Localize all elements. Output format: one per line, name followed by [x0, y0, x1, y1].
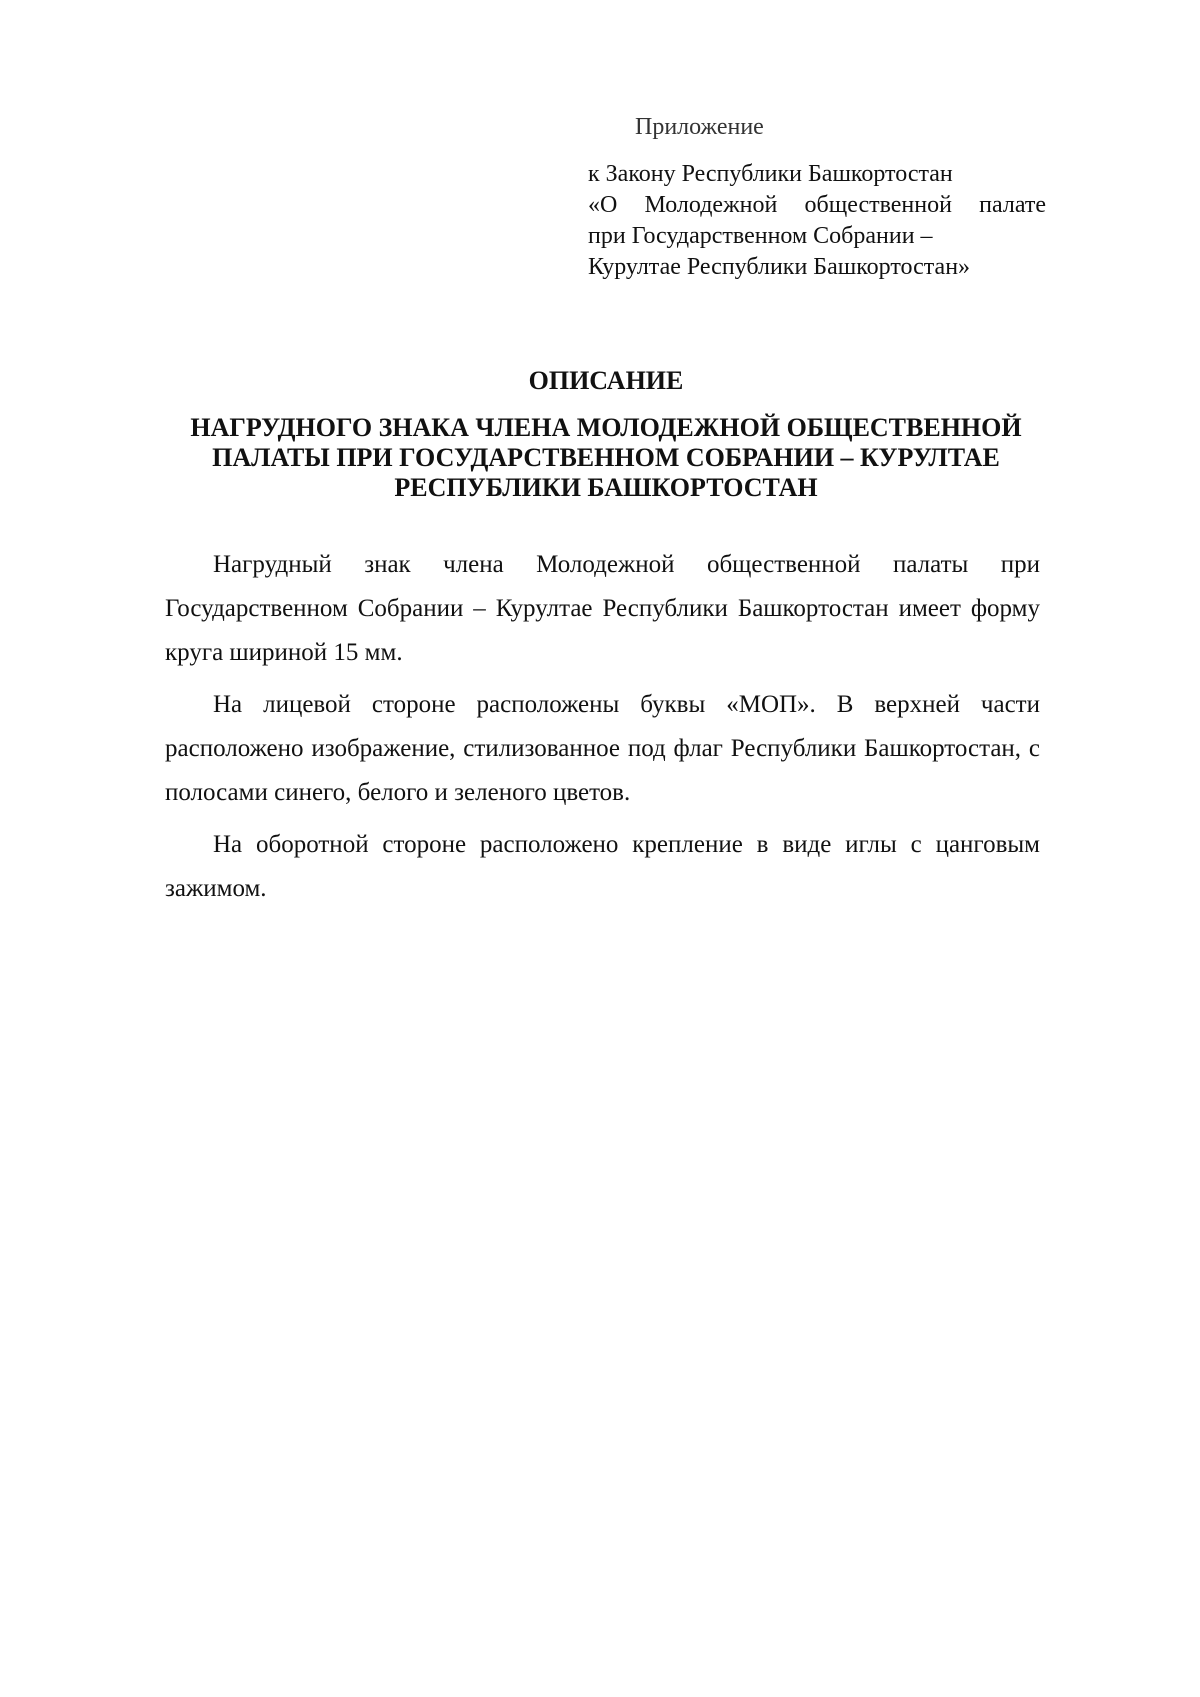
paragraph: На лицевой стороне расположены буквы «МОП». В верхней части расположено изображение, стилизованное под флаг Республики Башкортостан, с полосами синего, белого и зеленого цветов.	[165, 691, 1040, 806]
title-line: НАГРУДНОГО ЗНАКА ЧЛЕНА МОЛОДЕЖНОЙ ОБЩЕСТВЕННОЙ	[190, 413, 1022, 442]
appendix-line: при Государственном Собрании –	[588, 223, 933, 249]
document-title	[150, 366, 1062, 503]
title-line: РЕСПУБЛИКИ БАШКОРТОСТАН	[394, 473, 818, 502]
appendix-line: «О Молодежной общественной палате	[588, 192, 1046, 218]
document-body	[165, 543, 1040, 919]
appendix-line: к Закону Республики Башкортостан	[588, 161, 953, 187]
appendix-line: Курултае Республики Башкортостан»	[588, 254, 971, 280]
title-heading: ОПИСАНИЕ	[528, 366, 684, 395]
title-line: ПАЛАТЫ ПРИ ГОСУДАРСТВЕННОМ СОБРАНИИ – КУРУЛТАЕ	[212, 443, 1000, 472]
appendix-label: Приложение	[635, 114, 764, 140]
paragraph: Нагрудный знак члена Молодежной общественной палаты при Государственном Собрании – Курултае Республики Башкортостан имеет форму круга шириной 15 мм.	[165, 551, 1040, 666]
paragraph: На оборотной стороне расположено крепление в виде иглы с цанговым зажимом.	[165, 831, 1040, 902]
appendix-block	[588, 112, 1046, 283]
